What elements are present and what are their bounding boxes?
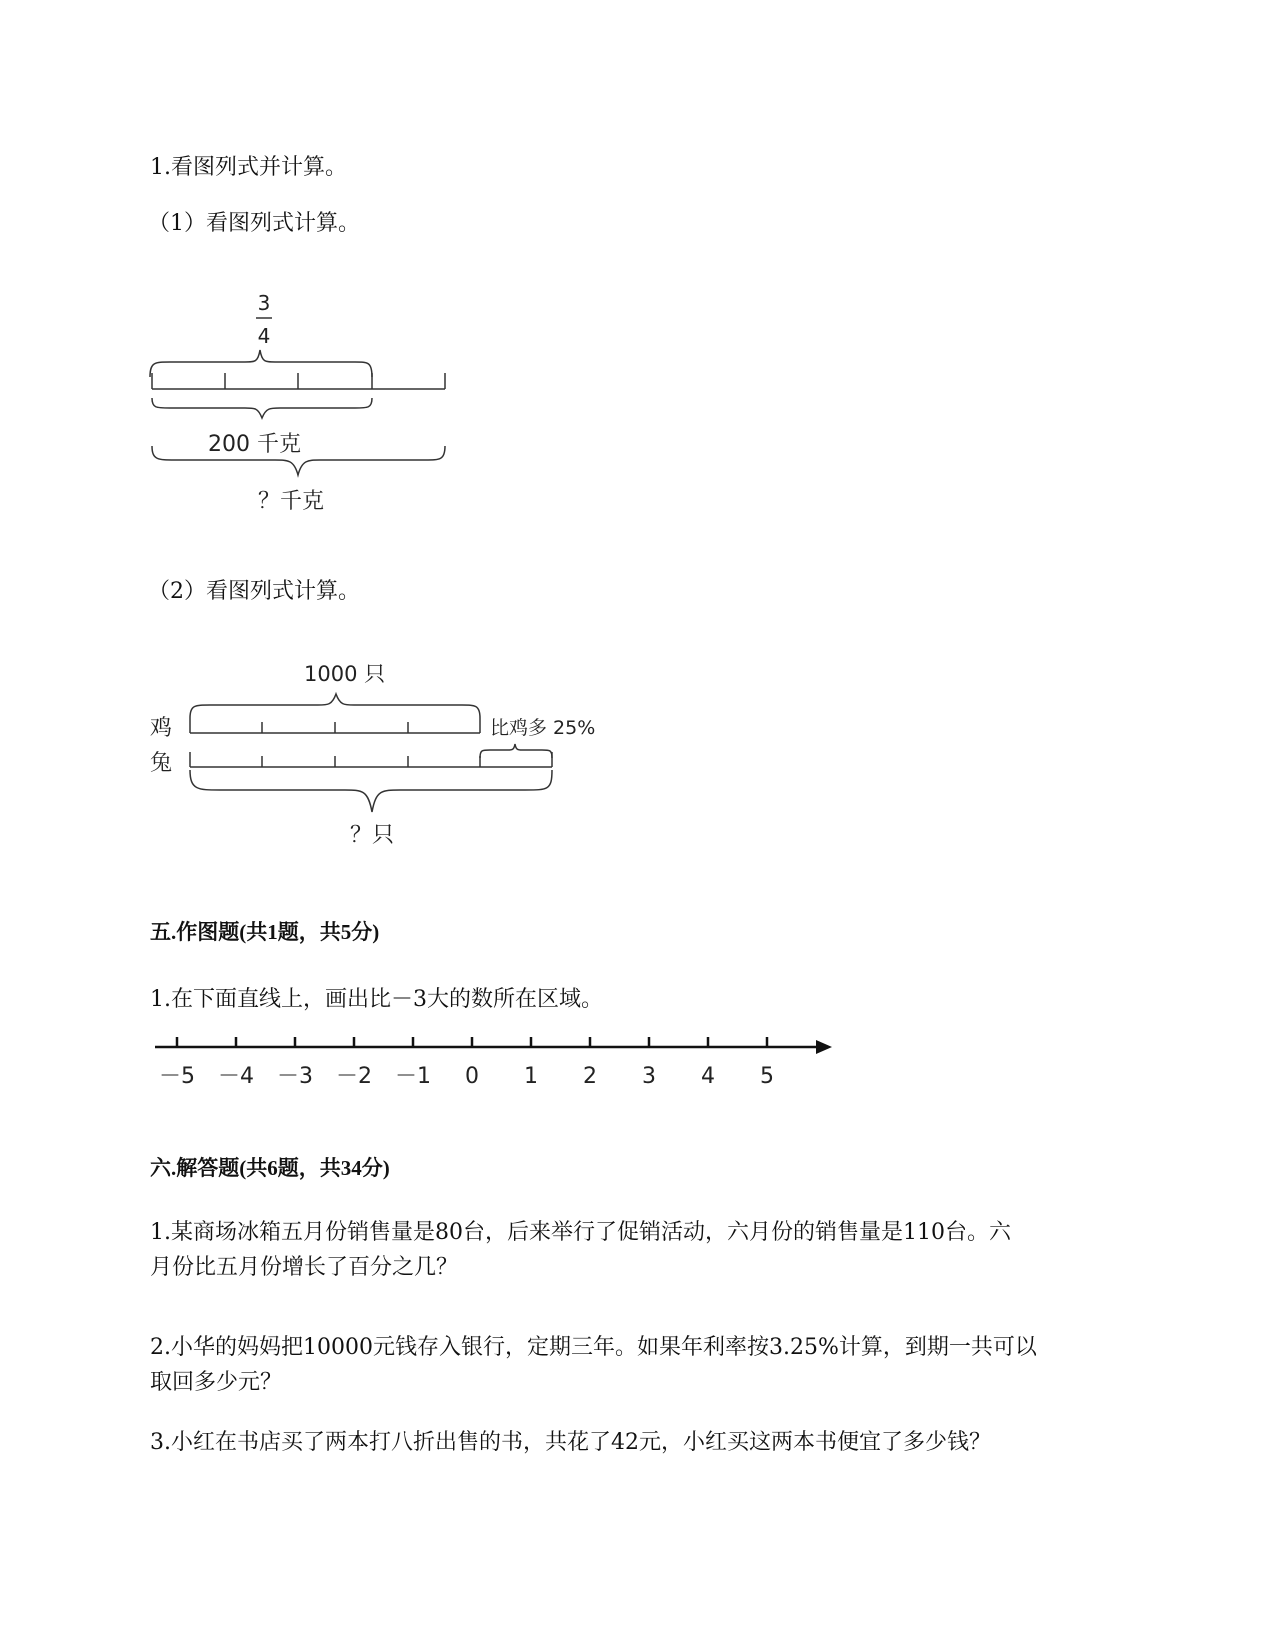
label-unknown-kg: ？千克 <box>258 489 325 514</box>
part-2-title: （2）看图列式计算。 <box>148 579 360 604</box>
section-6-heading: 六.解答题(共6题，共34分) <box>150 1156 390 1180</box>
section-6-q3: 3.小红在书店买了两本打八折出售的书，共花了42元，小红买这两本书便宜了多少钱？ <box>150 1430 991 1455</box>
top-brace <box>150 350 372 377</box>
extra-brace <box>480 744 552 758</box>
tick-label: 4 <box>701 1064 715 1089</box>
part-1-title: （1）看图列式计算。 <box>148 211 360 236</box>
tick-label: －1 <box>395 1064 431 1089</box>
tick-label: 1 <box>524 1064 538 1089</box>
mid-brace <box>152 398 372 418</box>
section-6-q1-line2: 月份比五月份增长了百分之几？ <box>150 1255 459 1280</box>
label-1000: 1000 只 <box>304 662 386 686</box>
label-unknown: ？只 <box>350 823 395 848</box>
top-brace <box>190 694 480 718</box>
section-6-q2-line1: 2.小华的妈妈把10000元钱存入银行，定期三年。如果年利率按3.25%计算，到期一共可以 <box>150 1335 1037 1360</box>
tick-label: 0 <box>465 1064 479 1089</box>
section-5-heading: 五.作图题(共1题，共5分) <box>150 920 380 944</box>
tick-label: －4 <box>218 1064 254 1089</box>
diagram-1 <box>140 280 460 514</box>
tick-label: 5 <box>760 1064 774 1089</box>
fraction-denominator: 4 <box>257 324 271 348</box>
label-chicken: 鸡 <box>150 716 173 741</box>
arrow-head <box>816 1040 832 1054</box>
tick-label: －5 <box>159 1064 195 1089</box>
number-line <box>140 1030 840 1100</box>
tick-label: －2 <box>336 1064 372 1089</box>
tick-label: 2 <box>583 1064 597 1089</box>
label-rabbit: 兔 <box>150 751 173 776</box>
fraction-numerator: 3 <box>257 291 271 315</box>
section-6-q1-line1: 1.某商场冰箱五月份销售量是80台，后来举行了促销活动，六月份的销售量是110台。六 <box>150 1220 1011 1245</box>
section-6-q2-line2: 取回多少元？ <box>150 1370 283 1395</box>
tick-label: －3 <box>277 1064 313 1089</box>
diagram-2 <box>140 650 600 850</box>
tick-label: 3 <box>642 1064 656 1089</box>
section-5-question-1: 1.在下面直线上，画出比－3大的数所在区域。 <box>150 987 603 1012</box>
question-1-title: 1.看图列式并计算。 <box>150 155 347 180</box>
label-200kg: 200 千克 <box>208 432 301 457</box>
label-more-25: 比鸡多 25% <box>490 717 596 739</box>
bottom-brace <box>190 770 552 812</box>
